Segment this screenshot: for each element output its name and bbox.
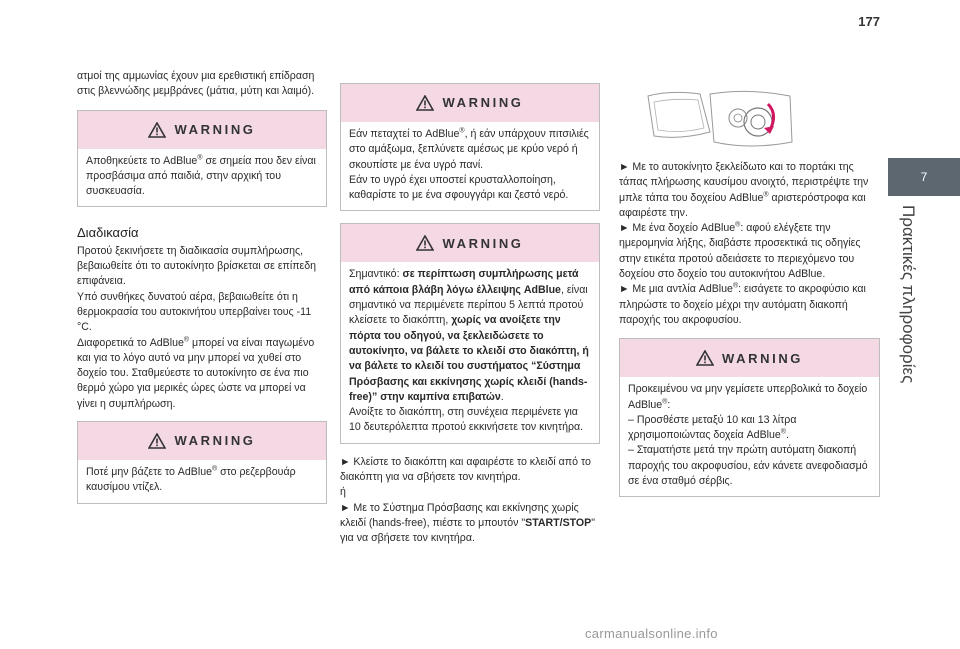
procedure-p2: Υπό συνθήκες δυνατού αέρα, βεβαιωθείτε ότι η θερμοκρασία του αυτοκινήτου υπερβαίνει τους -11 °C. xyxy=(77,290,312,334)
step-remove-cap: ► Με το αυτοκίνητο ξεκλείδωτο και το πορτάκι της τάπας πλήρωσης καυσίμου ανοιχτό, περιστρέψτε την μπλε τάπα του δοχείου AdBlue® αριστερόστροφα και αφαιρέστε την. xyxy=(619,161,869,219)
section-title: Διαδικασία xyxy=(77,225,139,241)
intro-text: ατμοί της αμμωνίας έχουν μια ερεθιστική επίδραση στις βλεννώδης μεμβράνες (μάτια, μύτη και λαιμό). xyxy=(77,70,315,98)
warning-triangle-icon xyxy=(148,122,166,138)
warning-box-diesel xyxy=(77,421,327,504)
warning-text: Προκειμένου να μην γεμίσετε υπερβολικά το δοχείο AdBlue®: – Προσθέστε μεταξύ 10 και 13 λίτρα χρησιμοποιώντας δοχεία AdBlue®. – Σταματήστε μετά την πρώτη αυτόματη διακοπή παροχής του ακροφυσίου, εάν κάνετε ανεφοδιασμό σε ένα σταθμό σέρβις. xyxy=(628,383,868,488)
warning-text: Σημαντικό: σε περίπτωση συμπλήρωσης μετά από κάποια βλάβη λόγω έλλειψης AdBlue, είναι σημαντικό να περιμένετε περίπου 5 λεπτά προτού κλείσετε το διακόπτη, χωρίς να ανοίξετε την πόρτα του οδηγού, να ξεκλειδώσετε το αυτοκίνητο, να βάλετε το κλειδί στο διακόπτη, ή να βάλετε το κλειδί του συστήματος “Σύστημα Πρόσβασης και εκκίνησης χωρίς κλειδί (hands-free)” στην καμπίνα επιβατών. Ανοίξτε το διακόπτη, στη συνέχεια περιμένετε για 10 δευτερόλεπτα προτού εκκινήσετε τον κινητήρα. xyxy=(349,268,589,434)
step-container: ► Με ένα δοχείο AdBlue®: αφού ελέγξετε την ημερομηνία λήξης, διαβάστε προσεκτικά τις οδηγίες στην ετικέτα προτού αδειάσετε το περιεχόμενο του δοχείου στο δοχείο του αυτοκινήτου AdBlue. xyxy=(619,221,861,281)
warning-title: WARNING xyxy=(721,350,804,366)
fuel-flap-illustration xyxy=(640,84,800,154)
step-switch-off: ► Κλείστε το διακόπτη και αφαιρέστε το κλειδί από το διακόπτη για να σβήσετε τον κινητήρα. xyxy=(340,455,591,484)
column-2 xyxy=(340,83,600,547)
column-1 xyxy=(77,69,327,504)
warning-triangle-icon xyxy=(696,350,714,366)
step-hands-free: ► Με το Σύστημα Πρόσβασης και εκκίνησης χωρίς κλειδί (hands-free), πιέστε το μπουτόν "START/STOP" για να σβήσετε τον κινητήρα. xyxy=(340,501,596,545)
page-number: 177 xyxy=(858,14,880,29)
procedure-p3: Διαφορετικά το AdBlue® μπορεί να είναι παγωμένο και για το λόγο αυτό να μην μπορεί να χυθεί στο δοχείο του. Σταθμεύεστε το αυτοκίνητο σε ένα πιο θερμό χώρο για μερικές ώρες ώστε να μπορεί να γίνει η συμπλήρωση. xyxy=(77,336,315,410)
warning-triangle-icon xyxy=(416,95,434,111)
procedure-p1: Προτού ξεκινήσετε τη διαδικασία συμπλήρωσης, βεβαιωθείτε ότι το αυτοκίνητο βρίσκεται σε επίπεδη επιφάνεια. xyxy=(77,244,317,288)
or-text: ή xyxy=(340,486,346,499)
warning-header xyxy=(620,339,879,377)
warning-header xyxy=(341,84,599,122)
warning-title: WARNING xyxy=(174,121,256,137)
warning-header xyxy=(341,224,599,262)
warning-box-overfill xyxy=(619,338,880,497)
warning-triangle-icon xyxy=(148,433,166,449)
warning-title: WARNING xyxy=(442,95,524,111)
step-pump: ► Με μια αντλία AdBlue®: εισάγετε το ακροφύσιο και πληρώστε το δοχείο μέχρι την αυτόματη διακοπή παροχής του ακροφυσίου. xyxy=(619,282,866,326)
adblue-cap-diagram-icon xyxy=(640,84,800,154)
warning-text: Ποτέ μην βάζετε το AdBlue® στο ρεζερβουάρ καυσίμου ντίζελ. xyxy=(86,465,296,494)
footer-watermark: carmanualsonline.info xyxy=(585,626,718,641)
warning-title: WARNING xyxy=(442,235,524,251)
chapter-title: Πρακτικές πληροφορίες xyxy=(899,205,918,384)
warning-header xyxy=(78,422,326,460)
column-3 xyxy=(619,160,880,497)
warning-box-splash xyxy=(340,83,600,211)
warning-box-storage xyxy=(77,110,327,208)
warning-text: Εάν πεταχτεί το AdBlue®, ή εάν υπάρχουν πιτσιλιές στο αμάξωμα, ξεπλύνετε αμέσως με κρύο νερό ή σκουπίστε με ένα υγρό πανί. Εάν το υγρό έχει υποστεί κρυσταλλοποίηση, καθαρίστε το με ένα σφουγγάρι και ζεστό νερό. xyxy=(349,127,589,202)
warning-text: Αποθηκεύετε το AdBlue® σε σημεία που δεν είναι προσβάσιμα από παιδιά, στην αρχική του συσκευασία. xyxy=(86,154,316,198)
warning-triangle-icon xyxy=(416,235,434,251)
chapter-number: 7 xyxy=(920,170,928,184)
warning-title: WARNING xyxy=(174,433,256,449)
warning-header xyxy=(78,111,326,149)
warning-box-breakdown xyxy=(340,223,600,443)
